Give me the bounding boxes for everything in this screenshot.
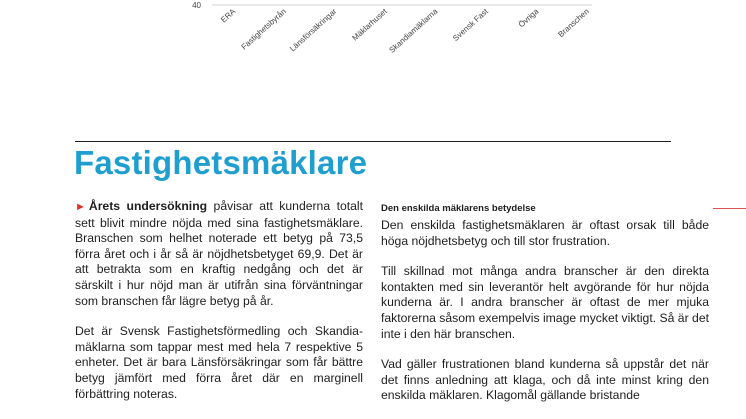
right-column (381, 202, 709, 404)
left-column (75, 199, 363, 402)
margin-accent-line (713, 208, 746, 209)
left-paragraph-1-text: påvisar att kunderna totalt sett blivit mindre nöjda med sina fastighetsmäklare. Branschen som helhet noterade ett betyg på 73,5 förra året och i år så är nöjdhetsbetyget 69,9. Det är att betrakta som en kraftig nedgång och det är särskilt i hur nöjd man är utifrån sina förväntningar som branschen får lägre betyg på år. (75, 199, 363, 308)
x-tick-label: ERA (219, 6, 238, 25)
page-title: Fastighetsmäklare (74, 144, 368, 181)
lead-bold-text: Årets undersökning (88, 199, 208, 213)
x-tick-label: Länsförsäkringar (288, 6, 339, 54)
x-tick-label: Svensk Fast (451, 6, 490, 43)
x-tick-label: Branschen (556, 6, 591, 40)
section-divider (75, 141, 671, 142)
satisfaction-bar-chart (0, 0, 746, 130)
x-tick-labels (219, 6, 591, 55)
left-paragraph-2: Det är Svensk Fastighetsförmedling och Skandia-mäklarna som tappar mest med hela 7 respektive 5 enheter. Det är bara Länsförsäkringar som får bättre betyg jämfört med förra året där en marginell förbättring noteras. (75, 324, 363, 401)
x-tick-label: Mäklarhuset (350, 6, 389, 43)
right-paragraph-3: Vad gäller frustrationen bland kunderna så uppstår det när det finns anledning att klaga, och då inte minst kring den enskilda mäklaren. Klagomål gällande bristande (381, 357, 709, 403)
x-tick-label: Övriga (516, 6, 541, 30)
right-paragraph-2: Till skillnad mot många andra branscher är den direkta kontakten med sin leverantör helt avgörande för hur nöjda kunderna är. I andra branscher är oftast de mer mjuka faktorerna såsom exempelvis image mycket viktigt. Så är det inte i den här branschen. (381, 264, 709, 341)
left-paragraph-1 (75, 199, 363, 309)
right-paragraph-1: Den enskilda fastighetsmäklaren är oftast orsak till både höga nöjdhetsbetyg och till stor frustration. (381, 218, 709, 248)
chevron-right-icon: ► (75, 201, 86, 213)
x-tick-label: Fastighetsbyrån (239, 6, 288, 52)
y-tick-label: 40 (192, 1, 201, 10)
right-column-heading: Den enskilda mäklarens betydelse (381, 203, 536, 214)
x-tick-label: Skandiamäklarna (387, 6, 440, 55)
